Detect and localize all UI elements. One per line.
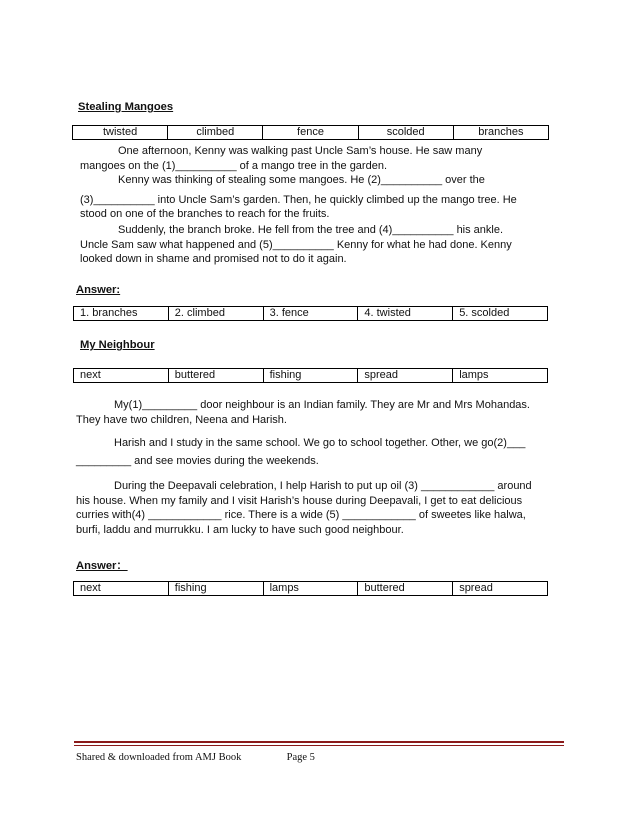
story-line: his house. When my family and I visit Harish’s house during Deepavali, I get to eat delicious — [76, 494, 523, 507]
story-line: They have two children, Neena and Harish. — [76, 413, 287, 426]
word-bank-cell: fence — [262, 126, 357, 139]
story-line: stood on one of the branches to reach for the fruits. — [80, 208, 330, 221]
story2-answer-table — [73, 581, 548, 596]
answer-cell: next — [80, 582, 101, 594]
story-line: curries with(4) ____________ rice. There is a wide (5) ____________ of sweetes like halwa, — [76, 509, 526, 522]
story1-text — [80, 144, 542, 267]
footer-rule-thin — [74, 745, 564, 746]
word-bank-cell: lamps — [452, 369, 547, 382]
story2-answer-label: Answer： — [76, 560, 128, 572]
story1-answer-table — [73, 306, 548, 321]
word-bank-cell: fishing — [263, 369, 358, 382]
story-line: Uncle Sam saw what happened and (5)__________ Kenny for what he had done. Kenny — [80, 238, 512, 251]
story-line: My(1)_________ door neighbour is an Indian family. They are Mr and Mrs Mohandas. — [114, 399, 530, 411]
story-line: Suddenly, the branch broke. He fell from the tree and (4)__________ his ankle. — [118, 223, 504, 236]
story2-paragraph-2 — [76, 436, 550, 468]
answer-cell: spread — [452, 582, 547, 595]
answer-cell: 1. branches — [80, 307, 138, 319]
answer-cell: 3. fence — [263, 307, 358, 320]
story-line: (3)__________ into Uncle Sam’s garden. Then, he quickly climbed up the mango tree. He — [80, 193, 517, 206]
story-line: One afternoon, Kenny was walking past Uncle Sam’s house. He saw many — [118, 145, 483, 157]
word-bank-cell: branches — [453, 126, 548, 139]
page-footer — [76, 752, 315, 763]
story-line: Kenny was thinking of stealing some mangoes. He (2)__________ over the — [118, 174, 485, 187]
story1-word-bank — [72, 125, 549, 140]
story-line: burfi, laddu and murrukku. I am lucky to have such good neighbour. — [76, 523, 404, 536]
story2-paragraph-3 — [76, 479, 550, 537]
answer-cell: buttered — [357, 582, 452, 595]
word-bank-cell: twisted — [102, 126, 138, 138]
story1-answer-label: Answer: — [76, 284, 121, 296]
answer-cell: 5. scolded — [452, 307, 547, 320]
word-bank-cell: spread — [357, 369, 452, 382]
word-bank-cell: buttered — [168, 369, 263, 382]
word-bank-cell: next — [80, 369, 101, 381]
answer-cell: 4. twisted — [357, 307, 452, 320]
story-line: _________ and see movies during the weekends. — [76, 454, 319, 467]
story1-title: Stealing Mangoes — [78, 101, 174, 113]
story-line: Harish and I study in the same school. We go to school together. Other, we go(2)___ — [114, 437, 526, 449]
answer-cell: 2. climbed — [168, 307, 263, 320]
footer-rule-thick — [74, 741, 564, 743]
story-line: looked down in shame and promised not to do it again. — [80, 253, 347, 266]
answer-cell: lamps — [263, 582, 358, 595]
word-bank-cell: climbed — [167, 126, 262, 139]
answer-cell: fishing — [168, 582, 263, 595]
footer-source: Shared & downloaded from AMJ Book — [76, 752, 242, 763]
footer-page-number: Page 5 — [286, 752, 315, 763]
story2-paragraph-1 — [76, 398, 550, 427]
story2-word-bank — [73, 368, 548, 383]
word-bank-cell: scolded — [358, 126, 453, 139]
story2-title: My Neighbour — [80, 339, 155, 351]
story-line: During the Deepavali celebration, I help Harish to put up oil (3) ____________ around — [114, 480, 532, 492]
story-line: mangoes on the (1)__________ of a mango tree in the garden. — [80, 159, 388, 172]
